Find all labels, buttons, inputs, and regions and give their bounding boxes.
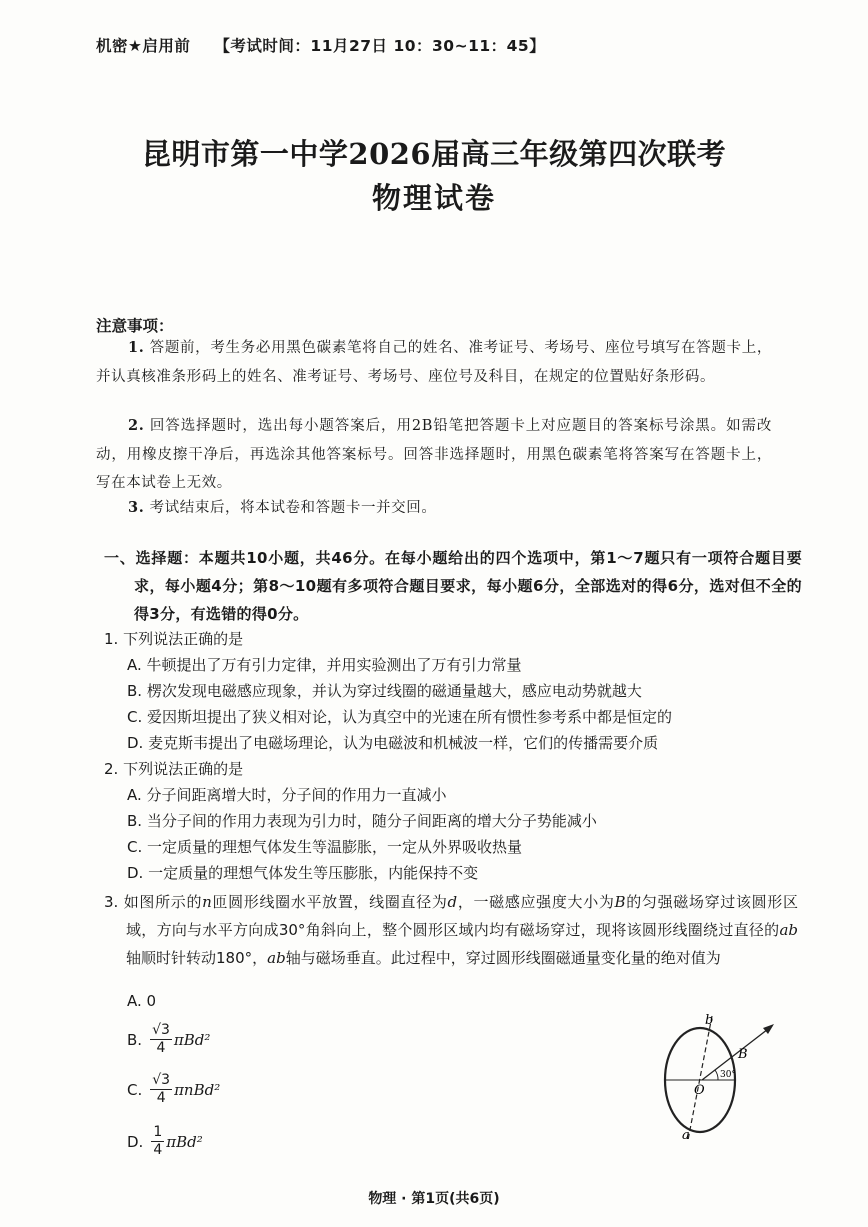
notice-item: 3. 考试结束后，将本试卷和答题卡一并交回。 (128, 499, 437, 516)
option-c: C. $\frac{√3}{4}$ πnBd² (127, 1072, 221, 1106)
option-b: B. 当分子间的作用力表现为引力时，随分子间距离的增大分子势能减小 (127, 812, 597, 830)
point-o-label: O (694, 1083, 705, 1098)
option-a: A. 分子间距离增大时，分子间的作用力一直减小 (127, 786, 447, 804)
point-b-label: b (705, 1013, 714, 1028)
field-line (702, 1026, 772, 1080)
arrow-icon (763, 1024, 774, 1034)
question-stem: 2. 下列说法正确的是 (104, 760, 244, 778)
question-stem: 1. 下列说法正确的是 (104, 630, 244, 648)
header (96, 34, 545, 56)
angle-arc (715, 1070, 718, 1080)
option-d: D. 一定质量的理想气体发生等压膨胀，内能保持不变 (127, 864, 479, 882)
section-heading: 一、选择题：本题共10小题，共46分。在每小题给出的四个选项中，第1～7题只有一项符合题目要求，每小题4分；第8～10题有多项符合题目要求，每小题6分，全部选对的得6分，选对但不全的得3分，有选错的得0分。 (104, 549, 802, 623)
point-a-label: a (682, 1128, 690, 1143)
option-b: B. 楞次发现电磁感应现象，并认为穿过线圈的磁通量越大，感应电动势就越大 (127, 682, 642, 700)
notice-item: 1. 答题前，考生务必用黑色碳素笔将自己的姓名、准考证号、考场号、座位号填写在答题卡上，并认真核准条形码上的姓名、准考证号、考场号、座位号及科目，在规定的位置贴好条形码。 (96, 339, 772, 385)
page-footer: 物理 · 第1页(共6页) (368, 1191, 500, 1207)
field-b-label: B (738, 1047, 748, 1062)
option-a: A. 牛顿提出了万有引力定律，并用实验测出了万有引力常量 (127, 656, 522, 674)
option-d: D. 麦克斯韦提出了电磁场理论，认为电磁波和机械波一样，它们的传播需要介质 (127, 734, 659, 752)
option-b: B. $\frac{√3}{4}$ πBd² (127, 1022, 211, 1056)
option-c: C. 一定质量的理想气体发生等温膨胀，一定从外界吸收热量 (127, 838, 523, 856)
confidential-label: 机密★启用前 (96, 37, 191, 55)
option-a: A. 0 (127, 992, 157, 1010)
notice-item: 2. 回答选择题时，选出每小题答案后，用2B铅笔把答题卡上对应题目的答案标号涂黑。如需改动，用橡皮擦干净后，再选涂其他答案标号。回答非选择题时，用黑色碳素笔将答案写在答题卡上，写在本试卷上无效。 (96, 417, 772, 491)
page-subtitle: 物理试卷 (371, 181, 496, 215)
option-c: C. 爱因斯坦提出了狭义相对论，认为真空中的光速在所有惯性参考系中都是恒定的 (127, 708, 673, 726)
exam-time: 【考试时间：11月27日 10：30~11：45】 (214, 37, 546, 55)
option-d: D. $\frac{1}{4}$ πBd² (127, 1124, 203, 1158)
angle-label: 30° (720, 1070, 736, 1080)
notice-heading: 注意事项： (96, 317, 174, 335)
question-stem: 3. 如图所示的n匝圆形线圈水平放置，线圈直径为d，一磁感应强度大小为B的匀强磁场穿过该圆形区域，方向与水平方向成30°角斜向上，整个圆形区域内均有磁场穿过，现将该圆形线圈绕过直径的ab轴顺时针转动180°，ab轴与磁场垂直。此过程中，穿过圆形线圈磁通量变化量的绝对值为 (104, 893, 798, 967)
page-title: 昆明市第一中学2026届高三年级第四次联考 (141, 137, 727, 171)
coil-diagram (650, 1008, 780, 1143)
rotation-axis (688, 1016, 712, 1140)
